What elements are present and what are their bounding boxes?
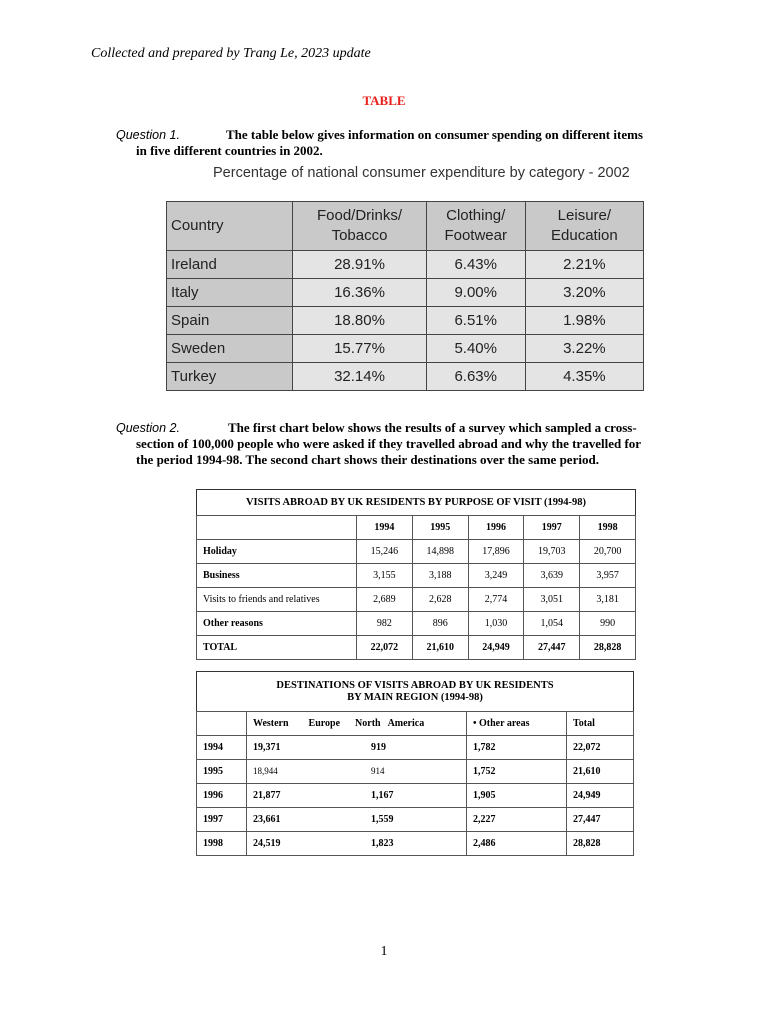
- table3-total-cell: 27,447: [567, 808, 634, 832]
- table1-header-clothing-line1: Clothing/: [446, 207, 506, 224]
- table-row: [197, 636, 636, 660]
- destinations-table-container: [196, 671, 634, 856]
- table2-header-year: 1996: [468, 516, 524, 540]
- table3-title-line2: BY MAIN REGION (1994-98): [347, 692, 483, 703]
- table1-food-cell: 32.14%: [293, 363, 426, 391]
- table2-value-cell: 1,054: [524, 612, 580, 636]
- table3-header-europe: Europe: [308, 718, 341, 729]
- table2-value-cell: 17,896: [468, 540, 524, 564]
- table2-row-label: Other reasons: [197, 612, 357, 636]
- table-row: [197, 832, 634, 856]
- table3-we-na-cell: [247, 736, 467, 760]
- table1-food-cell: 15.77%: [293, 335, 426, 363]
- question-1-label: Question 1.: [116, 128, 180, 142]
- table1-leisure-cell: 3.20%: [525, 279, 643, 307]
- table2-value-cell: 28,828: [580, 636, 636, 660]
- table3-north-america-value: 1,823: [371, 838, 394, 849]
- table2-row-label: Business: [197, 564, 357, 588]
- table3-header-other: • Other areas: [467, 712, 567, 736]
- table2-header-year: 1994: [357, 516, 413, 540]
- table3-other-cell: 1,752: [467, 760, 567, 784]
- table3-header-north: North: [355, 718, 381, 729]
- table3-total-cell: 22,072: [567, 736, 634, 760]
- table2-value-cell: 3,155: [357, 564, 413, 588]
- question-1-text-line1: The table below gives information on consumer spending on different items: [226, 127, 643, 142]
- table3-north-america-value: 1,559: [371, 814, 394, 825]
- table2-value-cell: 3,051: [524, 588, 580, 612]
- table3-year-cell: 1997: [197, 808, 247, 832]
- table-row: [197, 564, 636, 588]
- table3-year-cell: 1995: [197, 760, 247, 784]
- table2-row-label: TOTAL: [197, 636, 357, 660]
- table1-clothing-cell: 9.00%: [426, 279, 525, 307]
- table2-value-cell: 982: [357, 612, 413, 636]
- table3-title: [196, 671, 634, 711]
- table3-western-europe-value: 24,519: [253, 838, 281, 849]
- table2-value-cell: 15,246: [357, 540, 413, 564]
- page-number: 1: [380, 944, 388, 959]
- table1-clothing-cell: 6.63%: [426, 363, 525, 391]
- table2-value-cell: 3,249: [468, 564, 524, 588]
- table1-caption: Percentage of national consumer expenditure by category - 2002: [213, 165, 630, 181]
- table3-header-blank: [197, 712, 247, 736]
- table1-header-food-line1: Food/Drinks/: [316, 207, 403, 224]
- table-row: [167, 363, 644, 391]
- table3-total-cell: 24,949: [567, 784, 634, 808]
- table2-header-row: [197, 516, 636, 540]
- table2-value-cell: 3,188: [412, 564, 468, 588]
- table-row: [167, 335, 644, 363]
- question-2-text-line3: the period 1994-98. The second chart shows their destinations over the same period.: [136, 452, 599, 467]
- table2-value-cell: 2,628: [412, 588, 468, 612]
- table3-header-america: America: [387, 718, 425, 729]
- table-row: [197, 808, 634, 832]
- table2-value-cell: 19,703: [524, 540, 580, 564]
- consumer-expenditure-table: [166, 201, 644, 391]
- table1-country-cell: Turkey: [167, 363, 293, 391]
- table1-leisure-cell: 1.98%: [525, 307, 643, 335]
- table2-title: VISITS ABROAD BY UK RESIDENTS BY PURPOSE OF VISIT (1994-98): [196, 489, 636, 515]
- table1-country-cell: Spain: [167, 307, 293, 335]
- question-2-text-line2: section of 100,000 people who were asked if they travelled abroad and why the travelled for: [136, 436, 642, 451]
- table2-value-cell: 2,774: [468, 588, 524, 612]
- table3-we-na-cell: [247, 760, 467, 784]
- table3-total-cell: 28,828: [567, 832, 634, 856]
- table1-clothing-cell: 5.40%: [426, 335, 525, 363]
- table2-header-year: 1995: [412, 516, 468, 540]
- table-row: [197, 760, 634, 784]
- table3-header-row: [197, 712, 634, 736]
- table3-we-na-cell: [247, 832, 467, 856]
- table-row: [197, 540, 636, 564]
- table-row: [197, 612, 636, 636]
- table2-row-label: Holiday: [197, 540, 357, 564]
- table2-value-cell: 3,639: [524, 564, 580, 588]
- table1-header-food-line2: Tobacco: [331, 227, 388, 244]
- visits-purpose-table-container: [196, 489, 636, 660]
- table3-north-america-value: 914: [371, 766, 385, 776]
- table1-header-leisure-line1: Leisure/: [557, 207, 612, 224]
- table-row: [167, 251, 644, 279]
- table1-country-cell: Italy: [167, 279, 293, 307]
- table1-header-country: Country: [167, 202, 293, 251]
- table2-row-label: Visits to friends and relatives: [197, 588, 357, 612]
- table2-header-blank: [197, 516, 357, 540]
- table1-food-cell: 18.80%: [293, 307, 426, 335]
- question-2: [116, 420, 686, 468]
- table2-value-cell: 990: [580, 612, 636, 636]
- table3-north-america-value: 919: [371, 742, 386, 753]
- table1-leisure-cell: 4.35%: [525, 363, 643, 391]
- table3-western-europe-value: 21,877: [253, 790, 281, 801]
- table2-value-cell: 896: [412, 612, 468, 636]
- table-row: [167, 279, 644, 307]
- table3-total-cell: 21,610: [567, 760, 634, 784]
- question-2-label: Question 2.: [116, 421, 180, 435]
- table3-year-cell: 1996: [197, 784, 247, 808]
- table3-other-cell: 2,486: [467, 832, 567, 856]
- table2-value-cell: 27,447: [524, 636, 580, 660]
- table2-header-year: 1998: [580, 516, 636, 540]
- header-note: Collected and prepared by Trang Le, 2023 update: [91, 46, 371, 61]
- table3-other-cell: 2,227: [467, 808, 567, 832]
- table-row: [197, 588, 636, 612]
- table3-header-total: Total: [567, 712, 634, 736]
- table2-value-cell: 24,949: [468, 636, 524, 660]
- table2-value-cell: 22,072: [357, 636, 413, 660]
- table1-leisure-cell: 2.21%: [525, 251, 643, 279]
- table2-value-cell: 3,181: [580, 588, 636, 612]
- question-1-text-line2: in five different countries in 2002.: [136, 143, 323, 158]
- section-title: TABLE: [362, 93, 406, 108]
- visits-by-purpose-table: [196, 515, 636, 660]
- table3-other-cell: 1,782: [467, 736, 567, 760]
- table3-western-europe-value: 18,944: [253, 766, 278, 776]
- table1-header-row: [167, 202, 644, 251]
- table2-value-cell: 1,030: [468, 612, 524, 636]
- table3-other-cell: 1,905: [467, 784, 567, 808]
- table1-header-leisure-line2: Education: [551, 227, 618, 244]
- table2-value-cell: 20,700: [580, 540, 636, 564]
- destinations-by-region-table: [196, 711, 634, 856]
- table1-country-cell: Ireland: [167, 251, 293, 279]
- table1-clothing-cell: 6.51%: [426, 307, 525, 335]
- table1-country-cell: Sweden: [167, 335, 293, 363]
- question-2-text-line1: The first chart below shows the results of a survey which sampled a cross-: [228, 420, 637, 435]
- table1-header-leisure: [525, 202, 643, 251]
- table2-value-cell: 3,957: [580, 564, 636, 588]
- table2-value-cell: 2,689: [357, 588, 413, 612]
- table3-year-cell: 1994: [197, 736, 247, 760]
- table-row: [167, 307, 644, 335]
- table1-clothing-cell: 6.43%: [426, 251, 525, 279]
- table3-western-europe-value: 23,661: [253, 814, 281, 825]
- table3-we-na-cell: [247, 784, 467, 808]
- table1-food-cell: 16.36%: [293, 279, 426, 307]
- table1-header-food: [293, 202, 426, 251]
- table3-we-na-cell: [247, 808, 467, 832]
- table3-north-america-value: 1,167: [371, 790, 394, 801]
- table2-header-year: 1997: [524, 516, 580, 540]
- table3-header-western: Western: [253, 718, 289, 729]
- table2-value-cell: 14,898: [412, 540, 468, 564]
- table3-header-we-na: [247, 712, 467, 736]
- table-row: [197, 784, 634, 808]
- question-1: [116, 127, 686, 159]
- table1-leisure-cell: 3.22%: [525, 335, 643, 363]
- table3-title-line1: DESTINATIONS OF VISITS ABROAD BY UK RESIDENTS: [276, 680, 554, 691]
- table1-food-cell: 28.91%: [293, 251, 426, 279]
- table3-year-cell: 1998: [197, 832, 247, 856]
- table3-western-europe-value: 19,371: [253, 742, 281, 753]
- table1-header-clothing-line2: Footwear: [444, 227, 507, 244]
- table2-value-cell: 21,610: [412, 636, 468, 660]
- table-row: [197, 736, 634, 760]
- table1-header-clothing: [426, 202, 525, 251]
